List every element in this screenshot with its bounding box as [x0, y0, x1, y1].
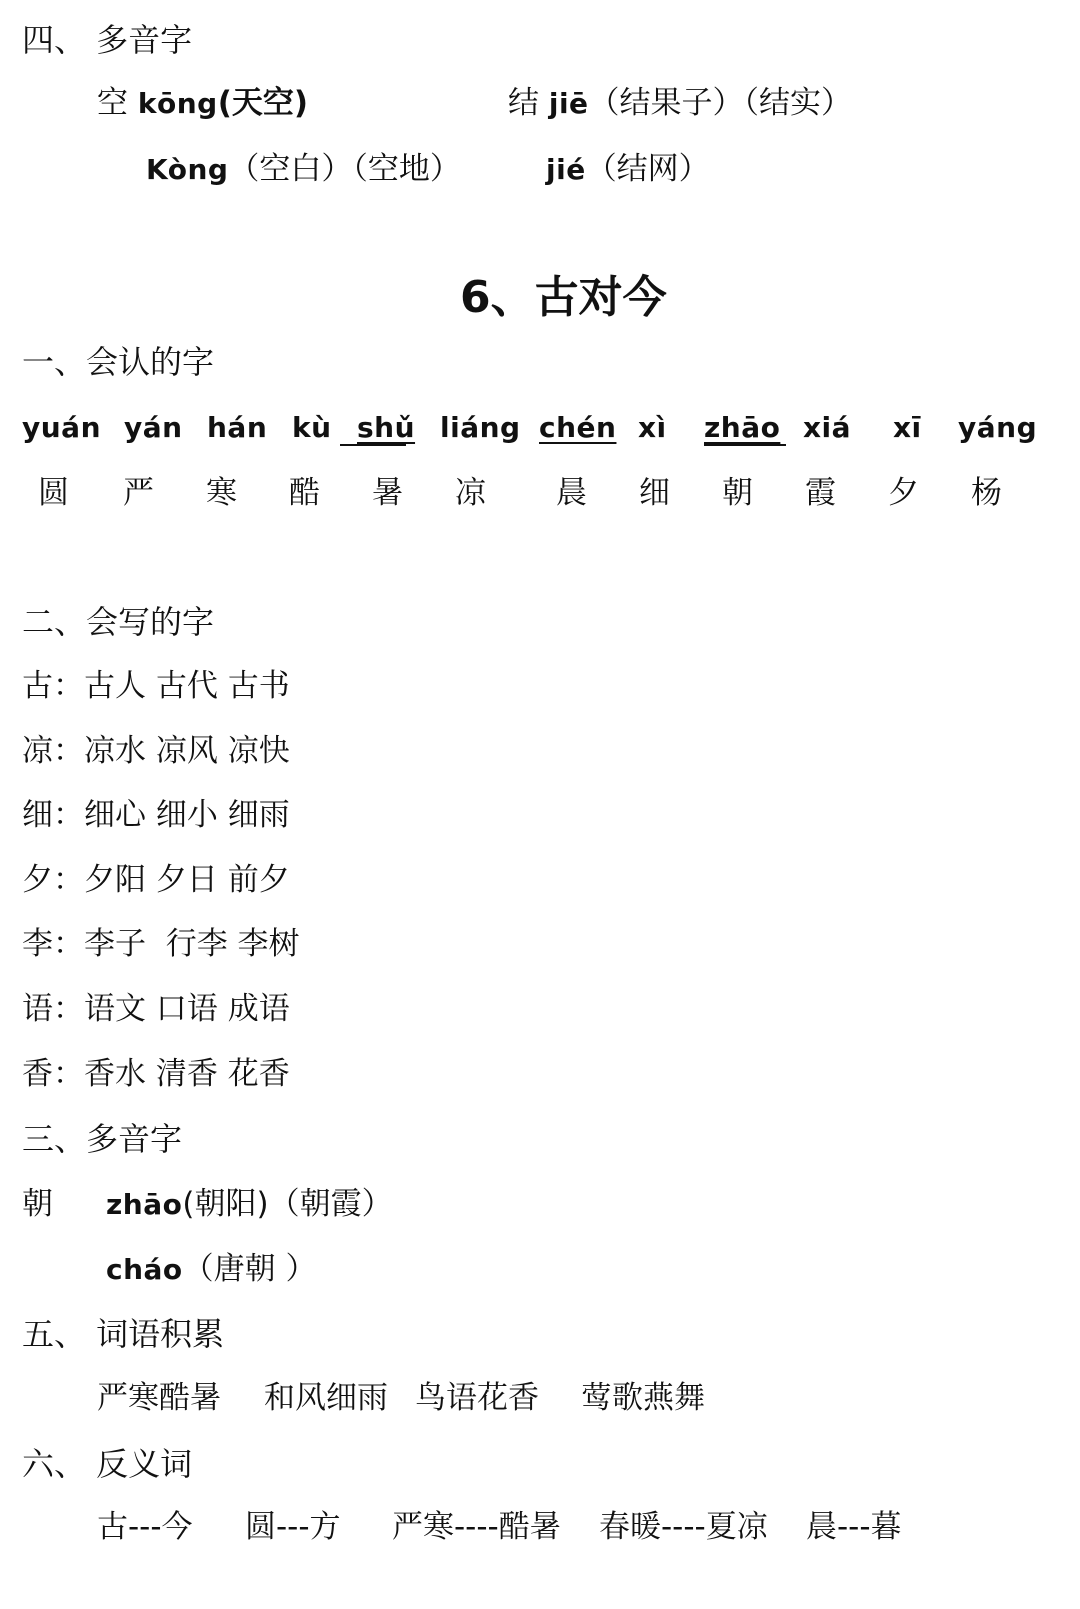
write-line: [22, 926, 300, 962]
char-item: 朝: [722, 475, 753, 511]
pinyin-jie-1: jiē: [548, 87, 589, 120]
word-kong-1: (天空): [217, 85, 309, 121]
polyphonic-zhao-line: [106, 1186, 393, 1222]
char-item: 暑: [372, 475, 403, 511]
write-char: 香：: [22, 1056, 84, 1092]
pinyin-item: kù: [292, 411, 332, 444]
pinyin-item: yán: [124, 411, 183, 444]
polyphonic-jie-line2: [546, 151, 710, 187]
write-char: 夕：: [22, 862, 84, 898]
pinyin-item: shǔ: [357, 411, 416, 444]
char-item: 霞: [805, 475, 836, 511]
pinyin-chao: cháo: [106, 1253, 183, 1286]
write-words: 李子 行李 李树: [84, 926, 300, 962]
section-heading-words: 五、 词语积累: [22, 1315, 225, 1353]
char-item: 圆: [38, 475, 69, 511]
word-chao: （唐朝 ）: [182, 1251, 317, 1287]
pinyin-item: yáng: [958, 411, 1038, 444]
antonym-item: 春暖----夏凉: [599, 1509, 768, 1545]
word-jie-1: （结果子）（结实）: [588, 85, 853, 121]
char-item: 酷: [289, 475, 320, 511]
write-words: 古人 古代 古书: [84, 668, 290, 704]
underline-zhao-tail: [704, 444, 786, 446]
char-jie: 结: [508, 85, 549, 121]
write-line: [22, 797, 290, 833]
pinyin-kong-1: kōng: [137, 87, 218, 120]
polyphonic-kong-line1: [97, 85, 309, 121]
section-heading-polyphonic-prev: 四、 多音字: [22, 21, 193, 59]
write-char: 语：: [22, 991, 84, 1027]
char-item: 寒: [206, 475, 237, 511]
write-char: 李：: [22, 926, 84, 962]
write-line: [22, 862, 290, 898]
write-line: [22, 668, 290, 704]
antonym-row: [0, 1509, 1080, 1548]
write-words: 凉水 凉风 凉快: [84, 733, 290, 769]
idiom-item: 严寒酷暑: [97, 1380, 221, 1416]
pinyin-jie-2: jié: [546, 153, 586, 186]
pinyin-item: xiá: [803, 411, 852, 444]
char-item: 夕: [888, 475, 919, 511]
char-kong: 空: [97, 85, 138, 121]
idiom-item: 鸟语花香: [415, 1380, 539, 1416]
write-words: 细心 细小 细雨: [84, 797, 290, 833]
pinyin-item: hán: [207, 411, 268, 444]
idiom-row: [0, 1380, 1080, 1419]
section-heading-write: 二、会写的字: [22, 603, 215, 641]
polyphonic-char: 朝: [22, 1186, 53, 1222]
write-char: 细：: [22, 797, 84, 833]
pinyin-item: xī: [893, 411, 922, 444]
polyphonic-chao-line: [106, 1251, 317, 1287]
pinyin-item: zhāo: [704, 411, 781, 444]
pinyin-kong-2: Kòng: [146, 153, 229, 186]
idiom-item: 莺歌燕舞: [581, 1380, 705, 1416]
word-zhao: (朝阳)（朝霞）: [182, 1186, 393, 1222]
lesson-title: 6、古对今: [460, 272, 667, 323]
underline-shu-lead: [340, 444, 406, 446]
section-heading-antonyms: 六、 反义词: [22, 1445, 193, 1483]
pinyin-row: [0, 411, 1080, 450]
pinyin-zhao: zhāo: [106, 1188, 183, 1221]
write-char: 古：: [22, 668, 84, 704]
section-heading-recognize: 一、会认的字: [22, 343, 215, 381]
pinyin-item: xì: [638, 411, 667, 444]
write-char: 凉：: [22, 733, 84, 769]
write-words: 香水 清香 花香: [84, 1056, 290, 1092]
antonym-item: 严寒----酷暑: [392, 1509, 561, 1545]
write-line: [22, 991, 290, 1027]
polyphonic-kong-line2: [146, 151, 461, 187]
idiom-item: 和风细雨: [264, 1380, 388, 1416]
word-jie-2: （结网）: [585, 151, 710, 187]
char-item: 细: [639, 475, 670, 511]
char-item: 凉: [455, 475, 486, 511]
antonym-item: 古---今: [97, 1509, 193, 1545]
char-item: 严: [123, 475, 154, 511]
antonym-item: 圆---方: [245, 1509, 341, 1545]
char-item: 晨: [556, 475, 587, 511]
write-words: 语文 口语 成语: [84, 991, 290, 1027]
char-row: [0, 475, 1080, 514]
write-words: 夕阳 夕日 前夕: [84, 862, 290, 898]
pinyin-item: yuán: [22, 411, 102, 444]
pinyin-item: chén: [539, 411, 617, 444]
antonym-item: 晨---暮: [806, 1509, 902, 1545]
write-line: [22, 733, 290, 769]
pinyin-item: liáng: [440, 411, 521, 444]
polyphonic-jie-line1: [508, 85, 853, 121]
word-kong-2: （空白）（空地）: [228, 151, 461, 187]
section-heading-polyphonic: 三、多音字: [22, 1120, 183, 1158]
write-line: [22, 1056, 290, 1092]
char-item: 杨: [971, 475, 1002, 511]
